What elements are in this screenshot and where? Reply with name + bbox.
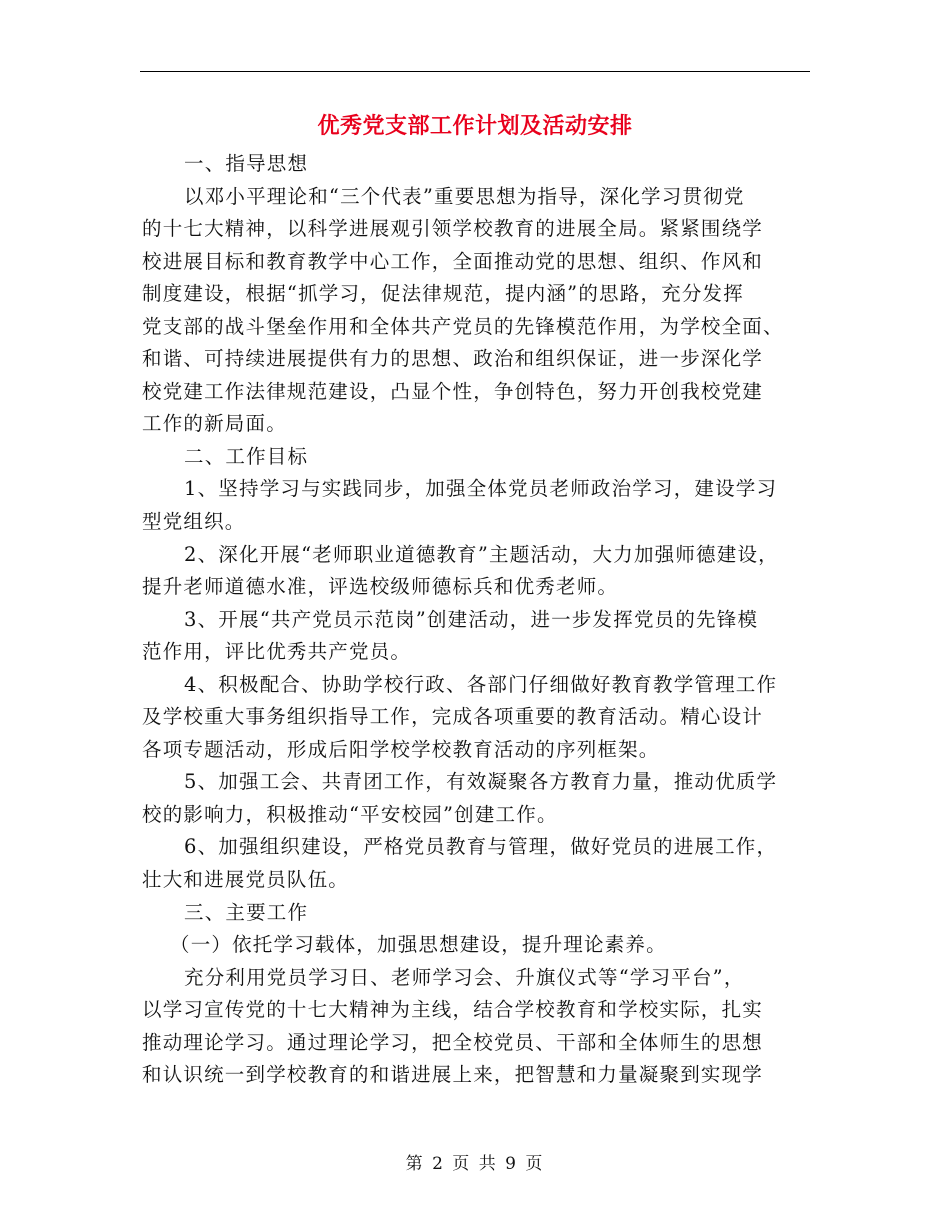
list-item-line: 范作用，评比优秀共产党员。 [142, 640, 412, 664]
document-body [142, 148, 810, 1092]
section-heading: 三、主要工作 [184, 900, 309, 924]
header-rule [140, 71, 810, 72]
list-item-line: 型党组织。 [142, 510, 246, 534]
section-heading: 一、指导思想 [184, 152, 309, 175]
page-number: 第 2 页 共 9 页 [405, 1154, 545, 1174]
list-item-line: 6、加强组织建设，严格党员教育与管理，做好党员的进展工作， [184, 835, 778, 859]
paragraph-line: 的十七大精神，以科学进展观引领学校教育的进展全局。紧紧围绕学 [142, 217, 764, 241]
paragraph-line: 校党建工作法律规范建设，凸显个性，争创特色，努力开创我校党建 [142, 379, 764, 403]
paragraph-line: 工作的新局面。 [142, 412, 287, 436]
list-item-line: 2、深化开展“老师职业道德教育”主题活动，大力加强师德建设， [184, 542, 779, 566]
paragraph-line: 制度建设，根据“抓学习，促法律规范，提内涵”的思路，充分发挥 [142, 282, 744, 306]
paragraph-line: 充分利用党员学习日、老师学习会、升旗仪式等“学习平台”， [184, 965, 745, 989]
paragraph-line: 以学习宣传党的十七大精神为主线，结合学校教育和学校实际，扎实 [142, 998, 764, 1022]
paragraph-line: 推动理论学习。通过理论学习，把全校党员、干部和全体师生的思想 [142, 1030, 764, 1054]
list-item-line: 4、积极配合、协助学校行政、各部门仔细做好教育教学管理工作 [184, 672, 778, 696]
list-item-line: 校的影响力，积极推动“平安校园”创建工作。 [142, 802, 558, 826]
paragraph-line: 以邓小平理论和“三个代表”重要思想为指导，深化学习贯彻党 [184, 184, 745, 208]
paragraph-line: 和谐、可持续进展提供有力的思想、政治和组织保证，进一步深化学 [142, 347, 764, 371]
list-item-line: 及学校重大事务组织指导工作，完成各项重要的教育活动。精心设计 [142, 705, 764, 729]
list-item-line: 1、坚持学习与实践同步，加强全体党员老师政治学习，建设学习 [184, 477, 778, 501]
paragraph-line: 校进展目标和教育教学中心工作，全面推动党的思想、组织、作风和 [142, 249, 764, 273]
paragraph-line: 和认识统一到学校教育的和谐进展上来，把智慧和力量凝聚到实现学 [142, 1063, 764, 1087]
list-item-line: 5、加强工会、共青团工作，有效凝聚各方教育力量，推动优质学 [184, 770, 778, 794]
paragraph-line: 党支部的战斗堡垒作用和全体共产党员的先锋模范作用，为学校全面、 [142, 314, 784, 338]
subsection-heading: （一）依托学习载体，加强思想建设，提升理论素养。 [170, 933, 667, 957]
section-heading: 二、工作目标 [184, 444, 309, 468]
list-item-line: 各项专题活动，形成后阳学校学校教育活动的序列框架。 [142, 737, 660, 761]
list-item-line: 3、开展“共产党员示范岗”创建活动，进一步发挥党员的先锋模 [184, 607, 759, 631]
document-title: 优秀党支部工作计划及活动安排 [317, 114, 633, 139]
list-item-line: 提升老师道德水准，评选校级师德标兵和优秀老师。 [142, 575, 619, 599]
list-item-line: 壮大和进展党员队伍。 [142, 868, 350, 892]
